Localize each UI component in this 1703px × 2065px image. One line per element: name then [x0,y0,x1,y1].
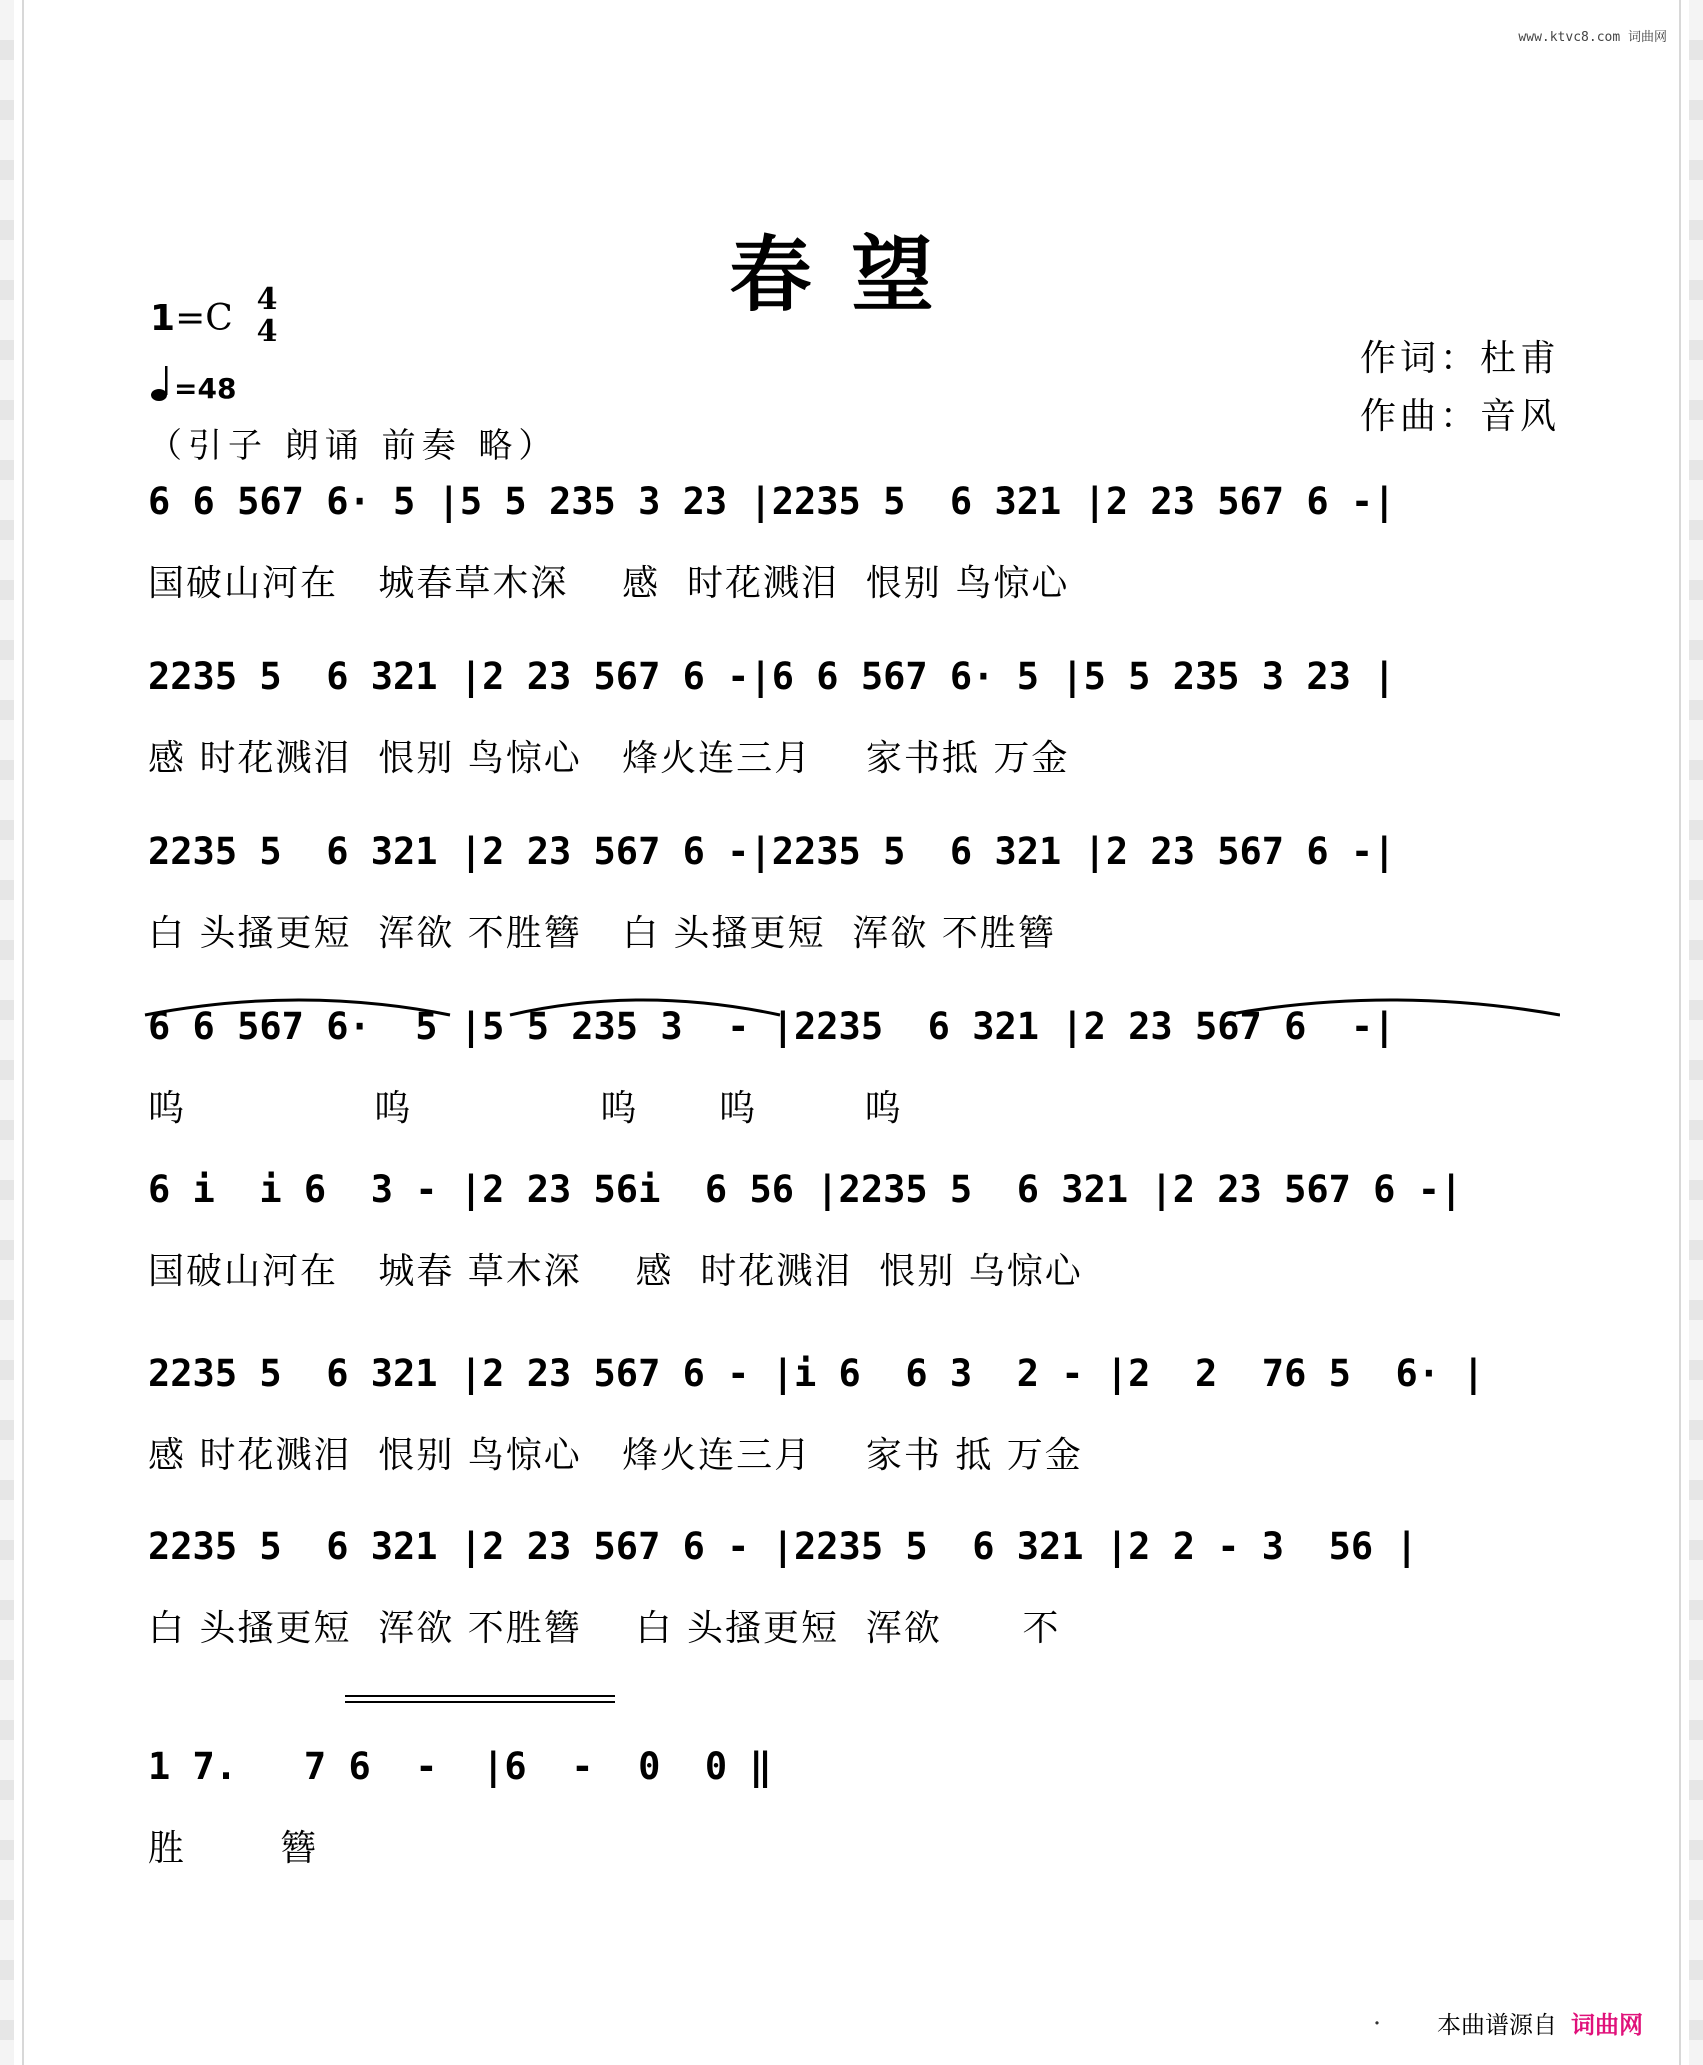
tempo-marking [150,366,236,405]
lyrics-row-8: 胜 簪 [148,1828,319,1869]
tempo-value: =48 [174,372,237,405]
source-label: 本曲谱源自 [1437,2011,1557,2039]
key-tonic: 1 [150,298,176,339]
lyrics-row-2: 感 时花溅泪 恨别 鸟惊心 烽火连三月 家书抵 万金 [148,738,1070,779]
lyrics-row-7: 白 头搔更短 浑欲 不胜簪 白 头搔更短 浑欲 不 [148,1608,1061,1649]
lyrics-row-3: 白 头搔更短 浑欲 不胜簪 白 头搔更短 浑欲 不胜簪 [148,913,1056,954]
lyrics-row-1: 国破山河在 城春草木深 感 时花溅泪 恨别 鸟惊心 [148,563,1070,604]
notation-row-5: 6 i i 6 3 - |2 23 56i 6 56 |2235 5 6 321 |2 23 567 6 -| [148,1168,1463,1211]
lyricist-credit: 作词：杜甫 [1360,338,1561,379]
notation-row-1: 6 6 567 6· 5 |5 5 235 3 23 |2235 5 6 321 |2 23 567 6 -| [148,480,1396,523]
notation-row-2: 2235 5 6 321 |2 23 567 6 -|6 6 567 6· 5 |5 5 235 3 23 | [148,655,1396,698]
time-signature [252,284,282,348]
song-title: 春望 [729,227,974,323]
slur-row4-c [1225,1000,1560,1015]
composer-credit: 作曲：音风 [1360,396,1561,437]
notation-row-4: 6 6 567 6· 5 |5 5 235 3 - |2235 6 321 |2 23 567 6 -| [148,1005,1396,1048]
key-signature [150,298,233,339]
notation-row-8: 1 7. 7 6 - |6 - 0 0 ‖ [148,1745,772,1788]
time-top: 4 [256,282,278,317]
footer-dots-icon: ・ [1368,2014,1386,2035]
grace-beam [345,1690,625,1710]
notation-row-3: 2235 5 6 321 |2 23 567 6 -|2235 5 6 321 |2 23 567 6 -| [148,830,1396,873]
key-equals: =C [175,298,233,339]
source-brand: 词曲网 [1571,2011,1643,2039]
slur-decorations [140,985,1560,1025]
lyrics-row-4: 呜 呜 呜 呜 呜 [148,1088,903,1129]
quarter-note-icon [150,366,174,402]
lyrics-row-5: 国破山河在 城春 草木深 感 时花溅泪 恨别 乌惊心 [148,1251,1083,1292]
notation-row-7: 2235 5 6 321 |2 23 567 6 - |2235 5 6 321 |2 2 - 3 56 | [148,1525,1418,1568]
site-watermark: www.ktvc8.com 词曲网 [1518,30,1667,45]
time-bottom: 4 [256,314,278,349]
intro-note: （引子 朗诵 前奏 略） [148,426,559,466]
notation-row-6: 2235 5 6 321 |2 23 567 6 - |i 6 6 3 2 - |2 2 76 5 6· | [148,1352,1485,1395]
slur-row4-a [145,1000,450,1015]
slur-row4-b [510,1000,780,1015]
source-footer [1437,2005,1643,2040]
lyrics-row-6: 感 时花溅泪 恨别 鸟惊心 烽火连三月 家书 抵 万金 [148,1435,1083,1476]
